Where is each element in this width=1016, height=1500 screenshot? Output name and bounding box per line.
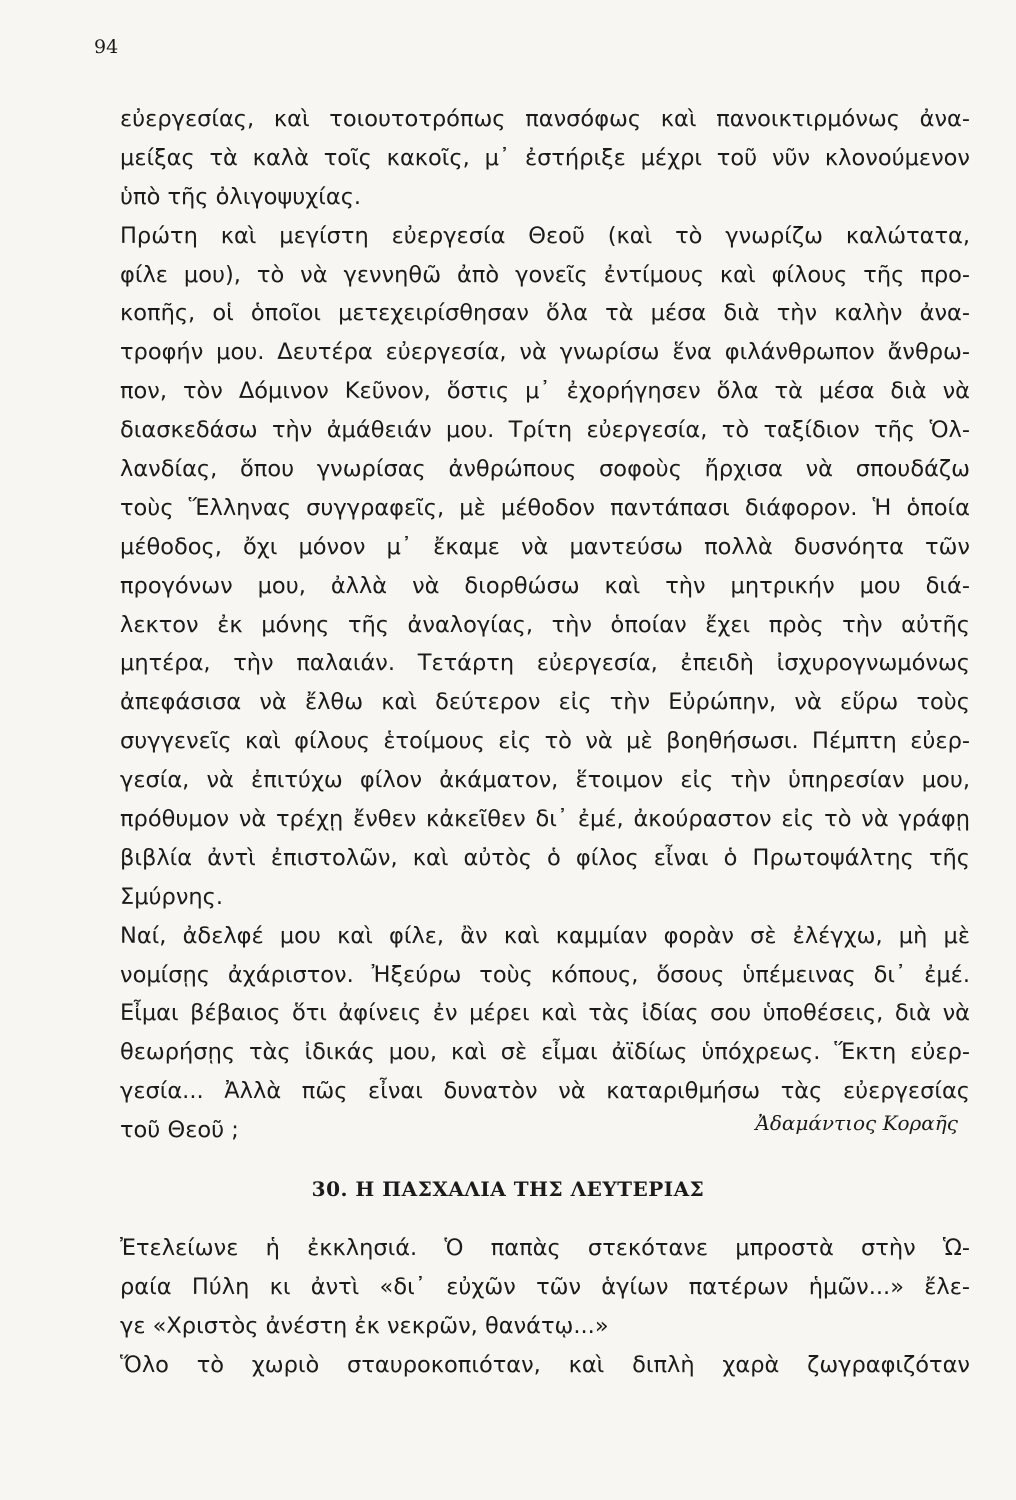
- page-number: 94: [94, 36, 119, 58]
- text-line: ἀπεφάσισα νὰ ἔλθω καὶ δεύτερον εἰς τὴν Εὐρώπην, νὰ εὕρω τοὺς: [120, 689, 970, 716]
- text-line: φίλε μου), τὸ νὰ γεννηθῶ ἀπὸ γονεῖς ἐντίμους καὶ φίλους τῆς προ-: [120, 261, 970, 288]
- text-line: διασκεδάσω τὴν ἀμάθειάν μου. Τρίτη εὐεργεσία, τὸ ταξίδιον τῆς Ὁλ-: [120, 417, 970, 444]
- text-line: γε «Χριστὸς ἀνέστη ἐκ νεκρῶν, θανάτῳ...»: [120, 1312, 609, 1339]
- text-line: βιβλία ἀντὶ ἐπιστολῶν, καὶ αὐτὸς ὁ φίλος εἶναι ὁ Πρωτοψάλτης τῆς: [120, 844, 970, 871]
- text-line: μητέρα, τὴν παλαιάν. Τετάρτη εὐεργεσία, ἐπειδὴ ἰσχυρογνωμόνως: [120, 650, 970, 677]
- text-line: μέθοδος, ὄχι μόνον μ᾽ ἔκαμε νὰ μαντεύσω πολλὰ δυσνόητα τῶν: [120, 533, 970, 560]
- text-line: τοῦ Θεοῦ ;: [120, 1117, 239, 1144]
- text-line: Ἐτελείωνε ἡ ἐκκλησιά. Ὁ παπὰς στεκότανε μπροστὰ στὴν Ὡ-: [120, 1235, 970, 1261]
- text-line: γεσία... Ἀλλὰ πῶς εἶναι δυνατὸν νὰ καταριθμήσω τὰς εὐεργεσίας: [120, 1078, 970, 1105]
- text-line: λεκτον ἐκ μόνης τῆς ἀναλογίας, τὴν ὁποίαν ἔχει πρὸς τὴν αὐτῆς: [120, 611, 970, 638]
- text-line: Ὅλο τὸ χωριὸ σταυροκοπιόταν, καὶ διπλὴ χαρὰ ζωγραφιζόταν: [120, 1351, 970, 1378]
- text-line: ὑπὸ τῆς ὀλιγοψυχίας.: [120, 183, 362, 210]
- text-line: πρόθυμον νὰ τρέχῃ ἔνθεν κἀκεῖθεν δι᾽ ἐμέ, ἀκούραστον εἰς τὸ νὰ γράφῃ: [120, 806, 970, 833]
- text-line: συγγενεῖς καὶ φίλους ἑτοίμους εἰς τὸ νὰ μὲ βοηθήσωσι. Πέμπτη εὐερ-: [120, 728, 970, 755]
- text-line: μείξας τὰ καλὰ τοῖς κακοῖς, μ᾽ ἐστήριξε μέχρι τοῦ νῦν κλονούμενον: [120, 144, 970, 171]
- text-line: ραία Πύλη κι ἀντὶ «δι᾽ εὐχῶν τῶν ἁγίων πατέρων ἡμῶν...» ἔλε-: [120, 1273, 970, 1300]
- text-line: Σμύρνης.: [120, 883, 224, 910]
- section-heading: 30. Η ΠΑΣΧΑΛΙΑ ΤΗΣ ΛΕΥΤΕΡΙΑΣ: [311, 1177, 705, 1201]
- text-line: γεσία, νὰ ἐπιτύχω φίλον ἀκάματον, ἕτοιμον εἰς τὴν ὑπηρεσίαν μου,: [120, 767, 970, 794]
- text-line: τροφήν μου. Δευτέρα εὐεργεσία, νὰ γνωρίσω ἕνα φιλάνθρωπον ἄνθρω-: [120, 339, 970, 366]
- text-line: εὐεργεσίας, καὶ τοιουτοτρόπως πανσόφως καὶ πανοικτιρμόνως ἀνα-: [120, 106, 970, 132]
- text-line: Πρώτη καὶ μεγίστη εὐεργεσία Θεοῦ (καὶ τὸ γνωρίζω καλώτατα,: [120, 222, 970, 249]
- author-attribution: Ἀδαμάντιος Κοραῆς: [755, 1111, 958, 1135]
- letter-passage: [120, 100, 970, 1150]
- text-line: Ναί, ἀδελφέ μου καὶ φίλε, ἂν καὶ καμμίαν φορὰν σὲ ἐλέγχω, μὴ μὲ: [120, 922, 970, 949]
- text-line: νομίσῃς ἀχάριστον. Ἠξεύρω τοὺς κόπους, ὅσους ὑπέμεινας δι᾽ ἐμέ.: [120, 961, 970, 988]
- text-line: κοπῆς, οἱ ὁποῖοι μετεχειρίσθησαν ὅλα τὰ μέσα διὰ τὴν καλὴν ἀνα-: [120, 300, 970, 327]
- text-line: θεωρήσῃς τὰς ἰδικάς μου, καὶ σὲ εἶμαι ἀϊδίως ὑπόχρεως. Ἕκτη εὐερ-: [120, 1039, 970, 1066]
- text-line: πον, τὸν Δόμινον Κεῦνον, ὅστις μ᾽ ἐχορήγησεν ὅλα τὰ μέσα διὰ νὰ: [120, 378, 970, 405]
- story-passage: [120, 1229, 970, 1385]
- text-line: Εἶμαι βέβαιος ὅτι ἀφίνεις ἐν μέρει καὶ τὰς ἰδίας σου ὑποθέσεις, διὰ νὰ: [120, 1000, 970, 1027]
- text-line: προγόνων μου, ἀλλὰ νὰ διορθώσω καὶ τὴν μητρικήν μου διά-: [120, 572, 970, 599]
- text-line: τοὺς Ἕλληνας συγγραφεῖς, μὲ μέθοδον παντάπασι διάφορον. Ἡ ὁποία: [120, 494, 970, 521]
- text-line: λανδίας, ὅπου γνωρίσας ἀνθρώπους σοφοὺς ἤρχισα νὰ σπουδάζω: [120, 456, 970, 483]
